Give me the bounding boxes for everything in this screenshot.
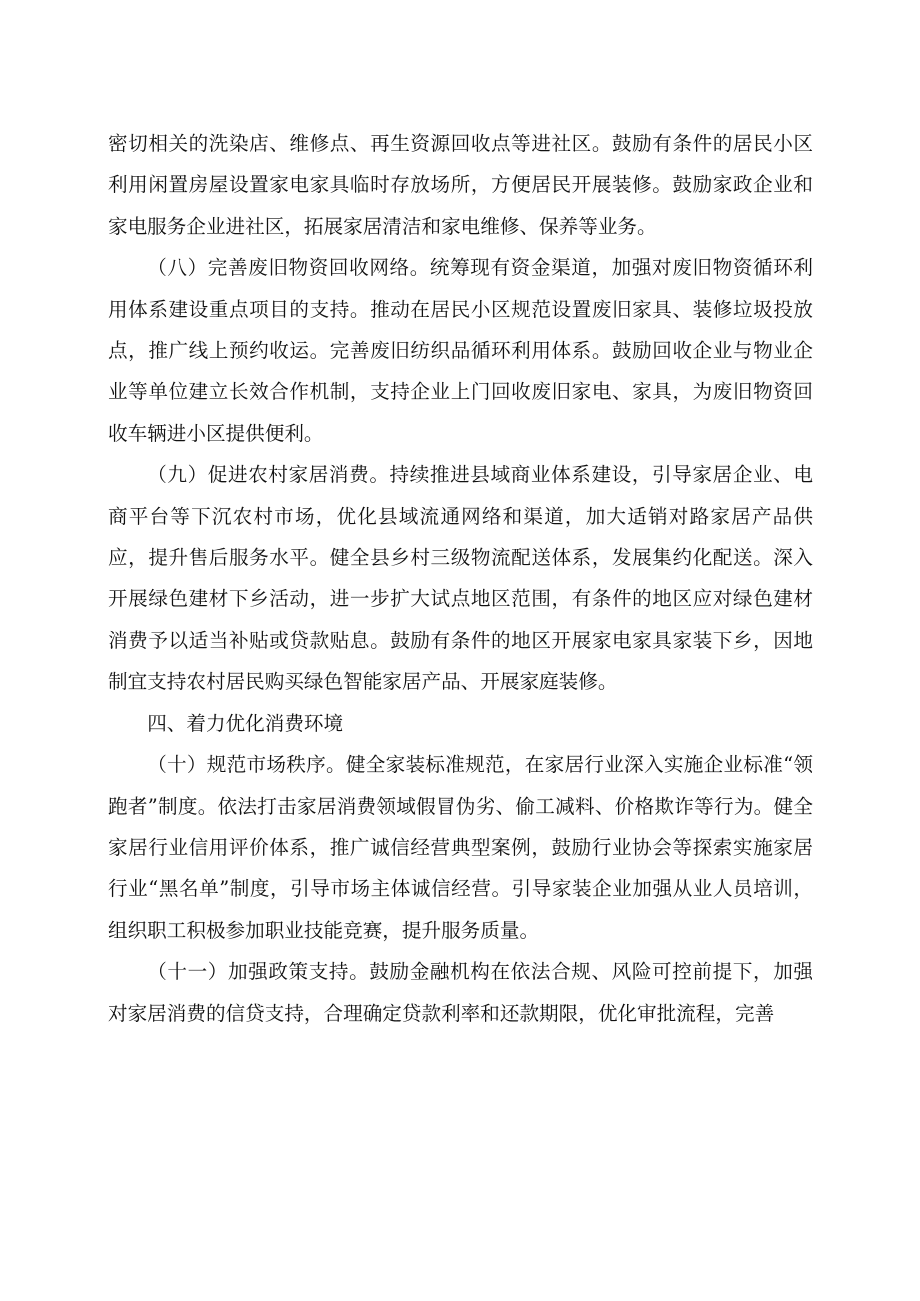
paragraph-policy-support: （十一）加强政策支持。鼓励金融机构在依法合规、风险可控前提下，加强对家居消费的信贷支持，合理确定贷款利率和还款期限，优化审批流程，完善 xyxy=(108,960,813,1025)
paragraph-continuation: 密切相关的洗染店、维修点、再生资源回收点等进社区。鼓励有条件的居民小区利用闲置房屋设置家电家具临时存放场所，方便居民开展装修。鼓励家政企业和家电服务企业进社区，拓展家居清洁和家电维修、保养等业务。 xyxy=(108,132,813,238)
paragraph-market-order: （十）规范市场秩序。健全家装标准规范，在家居行业深入实施企业标准“领跑者”制度。依法打击家居消费领域假冒伪劣、偷工减料、价格欺诈等行为。健全家居行业信用评价体系，推广诚信经营典型案例，鼓励行业协会等探索实施家居行业“黑名单”制度，引导市场主体诚信经营。引导家装企业加强从业人员培训，组织职工积极参加职业技能竞赛，提升服务质量。 xyxy=(108,753,813,942)
paragraph-recycling-network: （八）完善废旧物资回收网络。统筹现有资金渠道，加强对废旧物资循环利用体系建设重点项目的支持。推动在居民小区规范设置废旧家具、装修垃圾投放点，推广线上预约收运。完善废旧纺织品循环利用体系。鼓励回收企业与物业企业等单位建立长效合作机制，支持企业上门回收废旧家电、家具，为废旧物资回收车辆进小区提供便利。 xyxy=(108,256,813,445)
section-heading: 四、着力优化消费环境 xyxy=(147,711,344,735)
document-page xyxy=(108,123,813,1034)
paragraph-rural-consumption: （九）促进农村家居消费。持续推进县域商业体系建设，引导家居企业、电商平台等下沉农村市场，优化县域流通网络和渠道，加大适销对路家居产品供应，提升售后服务水平。健全县乡村三级物流配送体系，发展集约化配送。深入开展绿色建材下乡活动，进一步扩大试点地区范围，有条件的地区应对绿色建材消费予以适当补贴或贷款贴息。鼓励有条件的地区开展家电家具家装下乡，因地制宜支持农村居民购买绿色智能家居产品、开展家庭装修。 xyxy=(108,463,813,694)
